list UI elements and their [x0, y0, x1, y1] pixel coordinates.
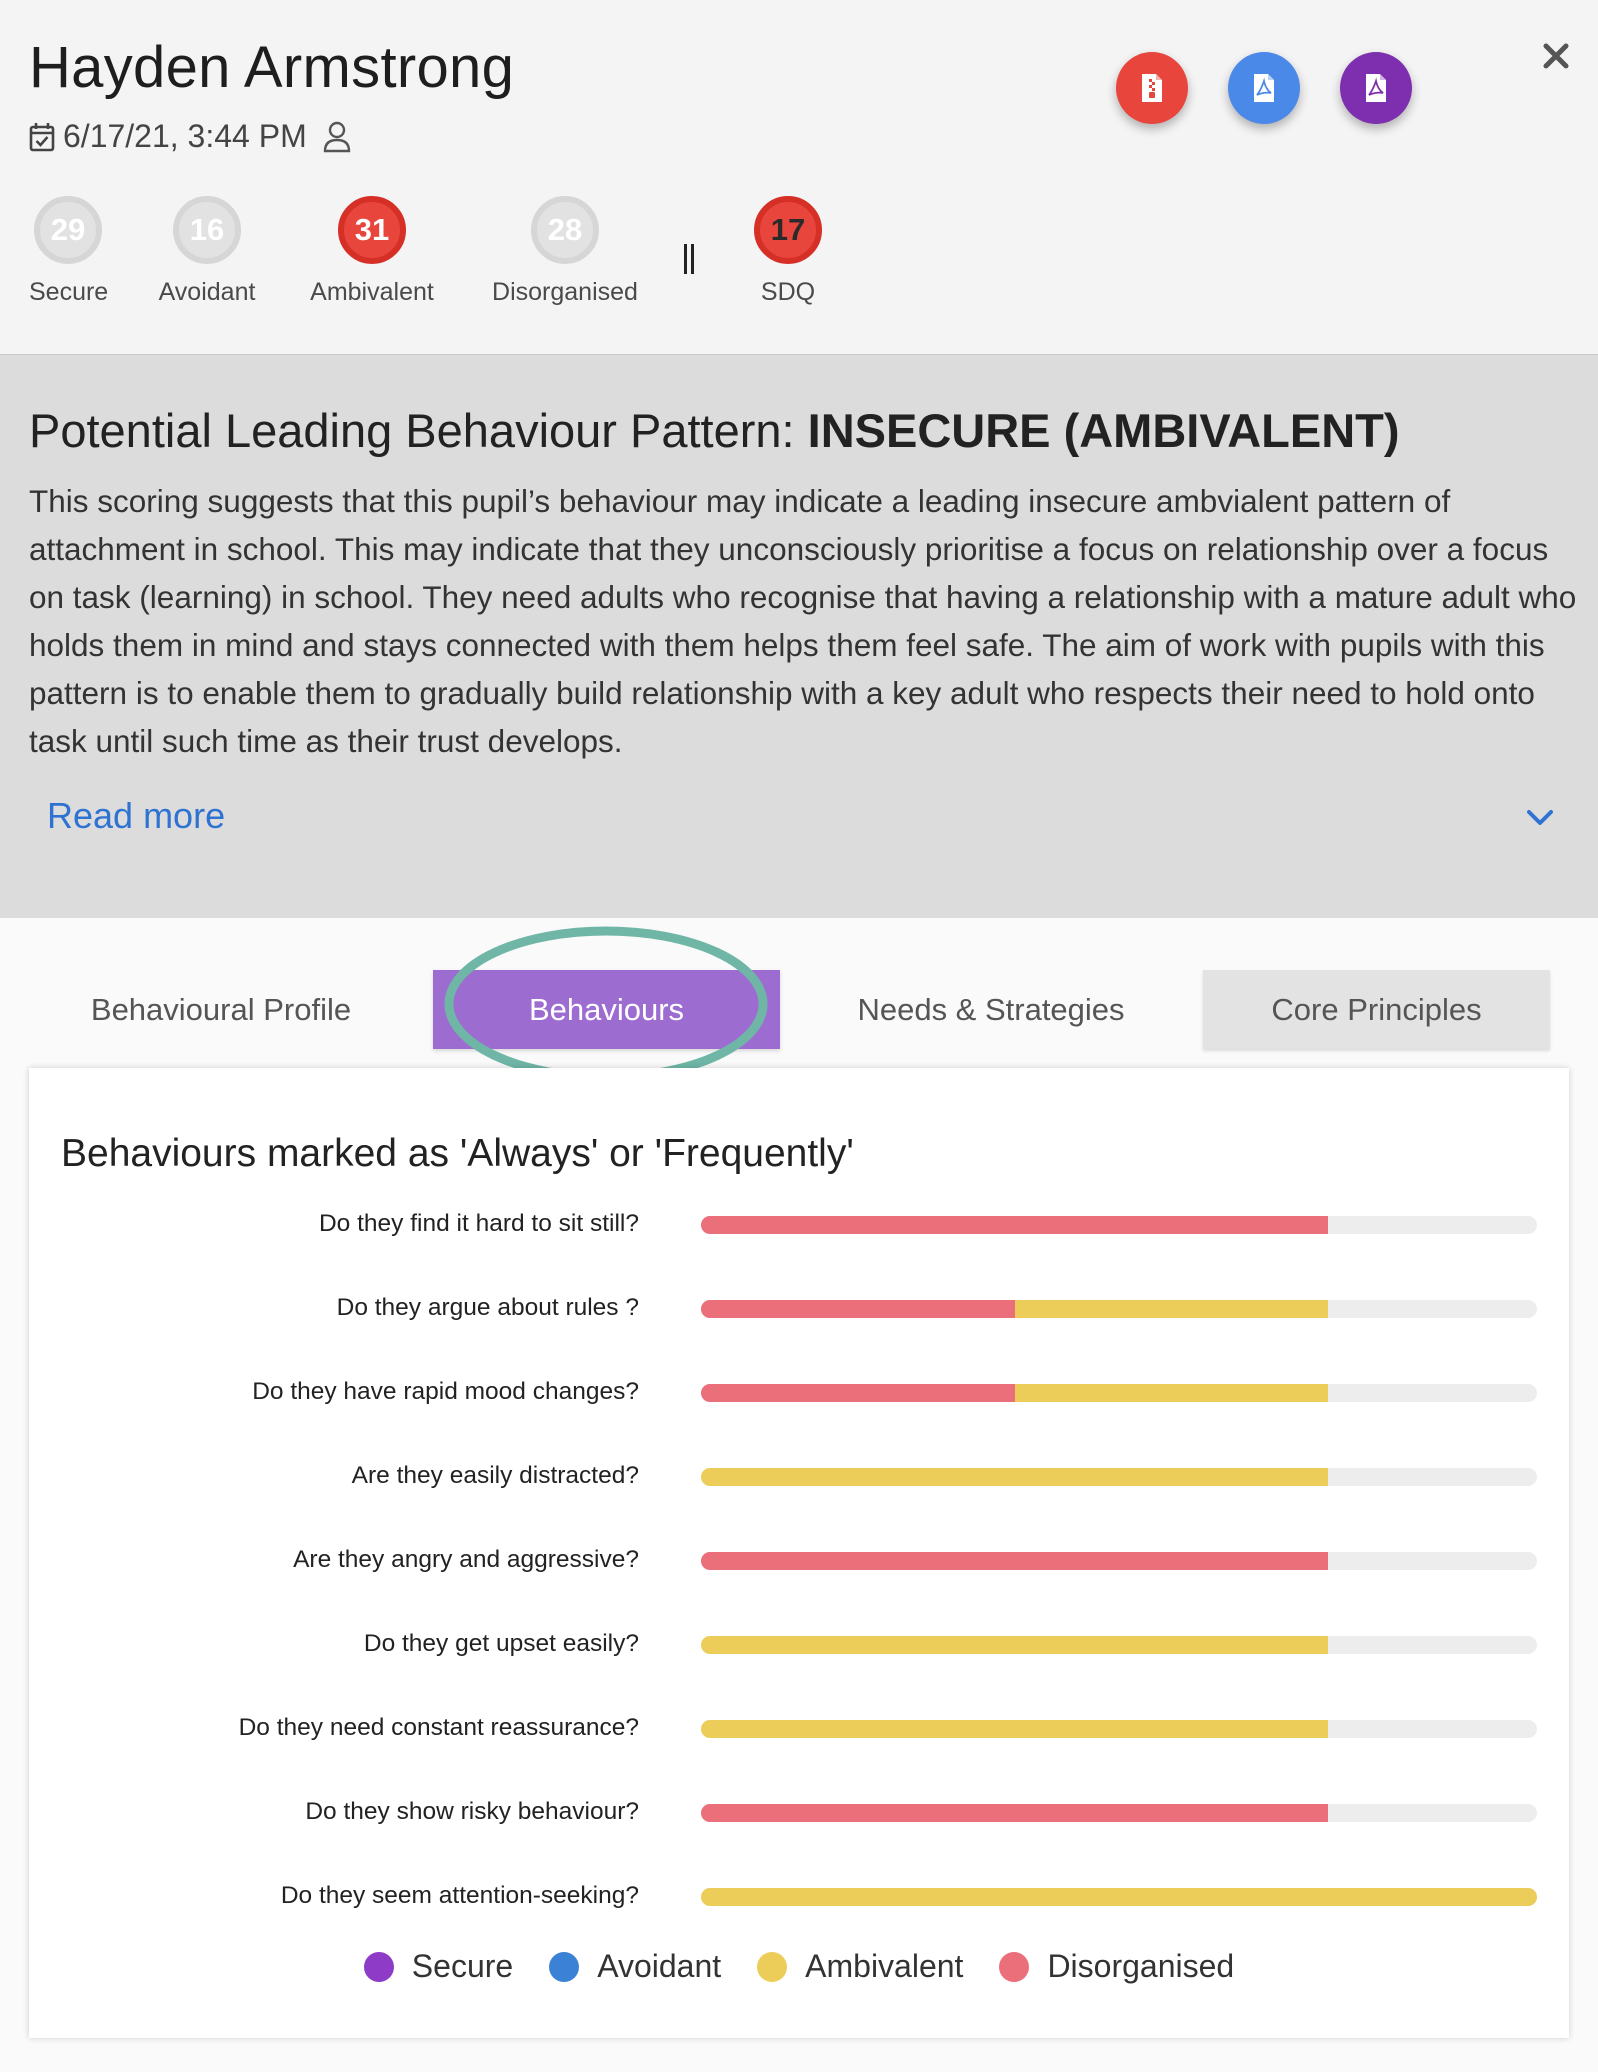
score-label: Avoidant: [158, 278, 256, 306]
legend-dot: [757, 1952, 787, 1982]
read-more-link[interactable]: Read more: [47, 795, 226, 836]
behaviours-card: [29, 1068, 1569, 2038]
zip-file-icon: [1140, 73, 1164, 103]
score-circle: 28: [531, 196, 599, 264]
legend-item-disorganised[interactable]: [999, 1948, 1234, 1985]
behaviour-label: Do they find it hard to sit still?: [318, 1210, 639, 1237]
bar-segment-disorganised: [701, 1216, 1328, 1234]
report-header: [0, 0, 1598, 354]
bar-segment-disorganised: [701, 1552, 1328, 1570]
behaviour-label: Are they angry and aggressive?: [293, 1546, 639, 1573]
behaviour-bar-track: [701, 1468, 1537, 1486]
behaviour-bar-track: [701, 1300, 1537, 1318]
behaviour-label: Do they need constant reassurance?: [238, 1714, 639, 1741]
legend-dot: [999, 1952, 1029, 1982]
legend-label: Disorganised: [1047, 1948, 1235, 1984]
pattern-summary: [0, 354, 1598, 919]
pdf-file-icon: [1364, 73, 1388, 103]
legend-item-ambivalent[interactable]: [757, 1948, 963, 1985]
behaviour-bar-track: [701, 1804, 1537, 1822]
bar-segment-disorganised: [701, 1384, 1015, 1402]
bar-segment-ambivalent: [701, 1636, 1328, 1654]
behaviour-label: Do they show risky behaviour?: [305, 1798, 639, 1825]
zip-file-button[interactable]: [1116, 52, 1188, 124]
close-icon[interactable]: [1536, 36, 1576, 76]
legend-item-avoidant[interactable]: [549, 1948, 721, 1985]
report-meta: [29, 118, 351, 155]
chart-legend: [29, 1948, 1569, 1985]
behaviour-bar-track: [701, 1384, 1537, 1402]
behaviour-bar-track: [701, 1720, 1537, 1738]
behaviour-bar-track: [701, 1888, 1537, 1906]
pdf-purple-button[interactable]: [1340, 52, 1412, 124]
tab-behaviours[interactable]: Behaviours: [433, 970, 780, 1049]
legend-label: Avoidant: [597, 1948, 722, 1984]
score-disorganised: [482, 196, 648, 307]
tab-needs-strategies[interactable]: Needs & Strategies: [857, 991, 1125, 1027]
legend-label: Ambivalent: [805, 1948, 964, 1984]
tab-core-principles[interactable]: Core Principles: [1203, 970, 1550, 1049]
behaviour-label: Are they easily distracted?: [351, 1462, 639, 1489]
pattern-name: INSECURE (AMBIVALENT): [807, 404, 1400, 457]
score-circle: 16: [173, 196, 241, 264]
score-separator: [682, 244, 696, 274]
behaviour-label: Do they have rapid mood changes?: [252, 1378, 639, 1405]
bar-segment-ambivalent: [1015, 1384, 1329, 1402]
score-sdq: [746, 196, 830, 307]
score-circle: 31: [338, 196, 406, 264]
score-secure: [29, 196, 107, 307]
legend-dot: [549, 1952, 579, 1982]
bar-segment-ambivalent: [701, 1720, 1328, 1738]
score-circle: 17: [754, 196, 822, 264]
behaviour-bar-track: [701, 1552, 1537, 1570]
user-icon[interactable]: [323, 121, 351, 153]
calendar-check-icon: [29, 122, 55, 152]
pattern-title-prefix: Potential Leading Behaviour Pattern:: [29, 404, 808, 457]
report-datetime: 6/17/21, 3:44 PM: [63, 118, 307, 154]
legend-dot: [364, 1952, 394, 1982]
behaviour-bar-track: [701, 1636, 1537, 1654]
score-label: Ambivalent: [310, 278, 434, 306]
behaviour-bar-track: [701, 1216, 1537, 1234]
score-label: SDQ: [760, 278, 816, 306]
pdf-blue-button[interactable]: [1228, 52, 1300, 124]
bar-segment-disorganised: [701, 1804, 1328, 1822]
behaviour-label: Do they get upset easily?: [363, 1630, 639, 1657]
pdf-file-icon: [1252, 73, 1276, 103]
pattern-description: This scoring suggests that this pupil’s behaviour may indicate a leading insecure ambvialent pattern of attachment in school. This may indicate that they unconsciously prioritise a focus on relationship over a focus on task (learning) in school. They need adults who recognise that having a relationship with a mature adult who holds them in mind and stays connected with them helps them feel safe. The aim of work with pupils with this pattern is to enable them to gradually build relationship with a key adult who respects their need to hold onto task until such time as their trust develops.: [29, 483, 1577, 759]
score-circle: 29: [34, 196, 102, 264]
bar-segment-ambivalent: [701, 1468, 1328, 1486]
chevron-down-icon[interactable]: [1525, 807, 1555, 829]
bar-segment-ambivalent: [701, 1888, 1537, 1906]
pupil-name: Hayden Armstrong: [29, 35, 515, 100]
tab-behavioural-profile[interactable]: Behavioural Profile: [90, 991, 352, 1027]
legend-label: Secure: [411, 1948, 514, 1984]
legend-item-secure[interactable]: [364, 1948, 513, 1985]
score-label: Disorganised: [492, 278, 638, 306]
score-avoidant: [153, 196, 261, 307]
score-ambivalent: [304, 196, 440, 307]
behaviour-label: Do they seem attention-seeking?: [280, 1882, 639, 1909]
pattern-title: [29, 403, 1400, 458]
score-label: Secure: [29, 278, 109, 306]
chart-title: Behaviours marked as 'Always' or 'Frequently': [61, 1132, 854, 1175]
bar-segment-disorganised: [701, 1300, 1015, 1318]
behaviour-label: Do they argue about rules ?: [336, 1294, 639, 1321]
bar-segment-ambivalent: [1015, 1300, 1329, 1318]
